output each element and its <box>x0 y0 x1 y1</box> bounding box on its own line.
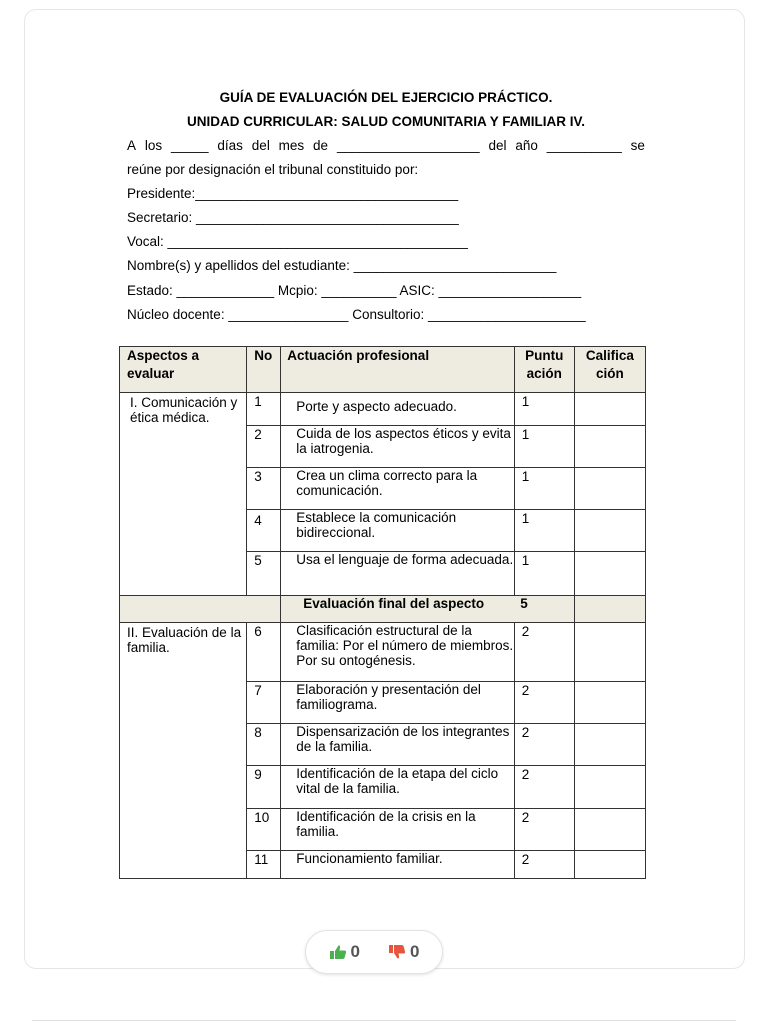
aspect-total-spacer <box>120 596 281 623</box>
row-actuacion: Crea un clima correcto para la comunicación. <box>281 468 514 510</box>
row-no: 6 <box>247 623 281 682</box>
estudiante-field: Nombre(s) y apellidos del estudiante: ___________________________ <box>127 258 557 273</box>
vote-bar <box>305 930 443 974</box>
table-header-row <box>120 347 646 393</box>
row-puntuacion: 1 <box>514 426 574 468</box>
row-actuacion: Cuida de los aspectos éticos y evita la iatrogenia. <box>281 426 514 468</box>
row-no: 3 <box>247 468 281 510</box>
row-no: 1 <box>247 393 281 426</box>
nucleo-field: Núcleo docente: ________________ Consultorio: _____________________ <box>127 307 586 322</box>
estado-field: Estado: _____________ Mcpio: __________ ASIC: ___________________ <box>127 283 582 298</box>
intro-line-2: reúne por designación el tribunal constituido por: <box>127 162 419 177</box>
intro-word: se <box>630 138 645 153</box>
row-actuacion: Funcionamiento familiar. <box>281 851 514 879</box>
intro-word: días <box>217 138 243 153</box>
aspect-total-points: 5 <box>514 596 574 623</box>
row-calificacion[interactable] <box>574 393 645 426</box>
downvote-count: 0 <box>410 942 420 961</box>
row-calificacion[interactable] <box>574 426 645 468</box>
row-no: 4 <box>247 510 281 552</box>
row-actuacion: Dispensarización de los integrantes de la familia. <box>281 724 514 766</box>
row-calificacion[interactable] <box>574 724 645 766</box>
header-puntuacion: Puntu ación <box>514 347 574 393</box>
row-actuacion: Establece la comunicación bidireccional. <box>281 510 514 552</box>
row-calificacion[interactable] <box>574 468 645 510</box>
row-no: 5 <box>247 552 281 596</box>
row-puntuacion: 2 <box>514 724 574 766</box>
row-puntuacion: 2 <box>514 623 574 682</box>
row-actuacion: Clasificación estructural de la familia: Por el número de miembros. Por su ontogénesis. <box>281 623 514 682</box>
intro-word: del <box>251 138 270 153</box>
intro-word: del <box>488 138 507 153</box>
intro-word: ___________________ <box>336 138 480 153</box>
intro-word: A <box>127 138 137 153</box>
header-actuacion: Actuación profesional <box>281 347 514 393</box>
row-calificacion[interactable] <box>574 809 645 851</box>
intro-word: __________ <box>546 138 622 153</box>
row-actuacion: Identificación de la crisis en la familia. <box>281 809 514 851</box>
upvote-button[interactable] <box>329 942 360 962</box>
row-no: 11 <box>247 851 281 879</box>
footer-divider <box>32 1020 736 1021</box>
row-puntuacion: 2 <box>514 682 574 724</box>
row-calificacion[interactable] <box>574 552 645 596</box>
row-no: 7 <box>247 682 281 724</box>
table-row <box>120 393 646 426</box>
row-no: 8 <box>247 724 281 766</box>
row-actuacion: Porte y aspecto adecuado. <box>281 393 514 426</box>
row-no: 10 <box>247 809 281 851</box>
table-row <box>120 623 646 682</box>
row-puntuacion: 1 <box>514 393 574 426</box>
row-puntuacion: 2 <box>514 809 574 851</box>
row-calificacion[interactable] <box>574 623 645 682</box>
thumbs-up-icon <box>329 944 347 960</box>
intro-word: de <box>313 138 329 153</box>
upvote-count: 0 <box>350 942 360 961</box>
row-actuacion: Elaboración y presentación del familiograma. <box>281 682 514 724</box>
secretario-field: Secretario: ___________________________________ <box>127 210 459 225</box>
aspect-cell-1: I. Comunicación y ética médica. <box>120 393 247 596</box>
aspect-total-row <box>120 596 646 623</box>
doc-title: GUÍA DE EVALUACIÓN DEL EJERCICIO PRÁCTICO. <box>219 90 553 105</box>
row-actuacion: Identificación de la etapa del ciclo vital de la familia. <box>281 766 514 809</box>
row-no: 2 <box>247 426 281 468</box>
intro-word: año <box>515 138 538 153</box>
aspect-cell-2: II. Evaluación de la familia. <box>120 623 247 879</box>
thumbs-down-icon <box>388 944 406 960</box>
row-calificacion[interactable] <box>574 851 645 879</box>
presidente-field: Presidente:___________________________________ <box>127 186 459 201</box>
row-puntuacion: 2 <box>514 766 574 809</box>
row-no: 9 <box>247 766 281 809</box>
row-puntuacion: 1 <box>514 468 574 510</box>
intro-word: mes <box>278 138 305 153</box>
intro-word: _____ <box>171 138 209 153</box>
doc-subtitle: UNIDAD CURRICULAR: SALUD COMUNITARIA Y FAMILIAR IV. <box>187 114 585 129</box>
row-puntuacion: 1 <box>514 510 574 552</box>
row-puntuacion: 2 <box>514 851 574 879</box>
aspect-total-label: Evaluación final del aspecto <box>281 596 514 623</box>
row-calificacion[interactable] <box>574 766 645 809</box>
row-actuacion: Usa el lenguaje de forma adecuada. <box>281 552 514 596</box>
intro-line <box>127 138 645 153</box>
vocal-field: Vocal: ________________________________________ <box>127 234 468 249</box>
row-puntuacion: 1 <box>514 552 574 596</box>
row-calificacion[interactable] <box>574 682 645 724</box>
header-no: No <box>247 347 281 393</box>
downvote-button[interactable] <box>388 942 419 962</box>
row-calificacion[interactable] <box>574 510 645 552</box>
header-calificacion: Califica ción <box>574 347 645 393</box>
header-aspectos: Aspectos a evaluar <box>120 347 247 393</box>
aspect-total-calificacion <box>574 596 645 623</box>
intro-word: los <box>144 138 163 153</box>
evaluation-table <box>119 346 646 879</box>
